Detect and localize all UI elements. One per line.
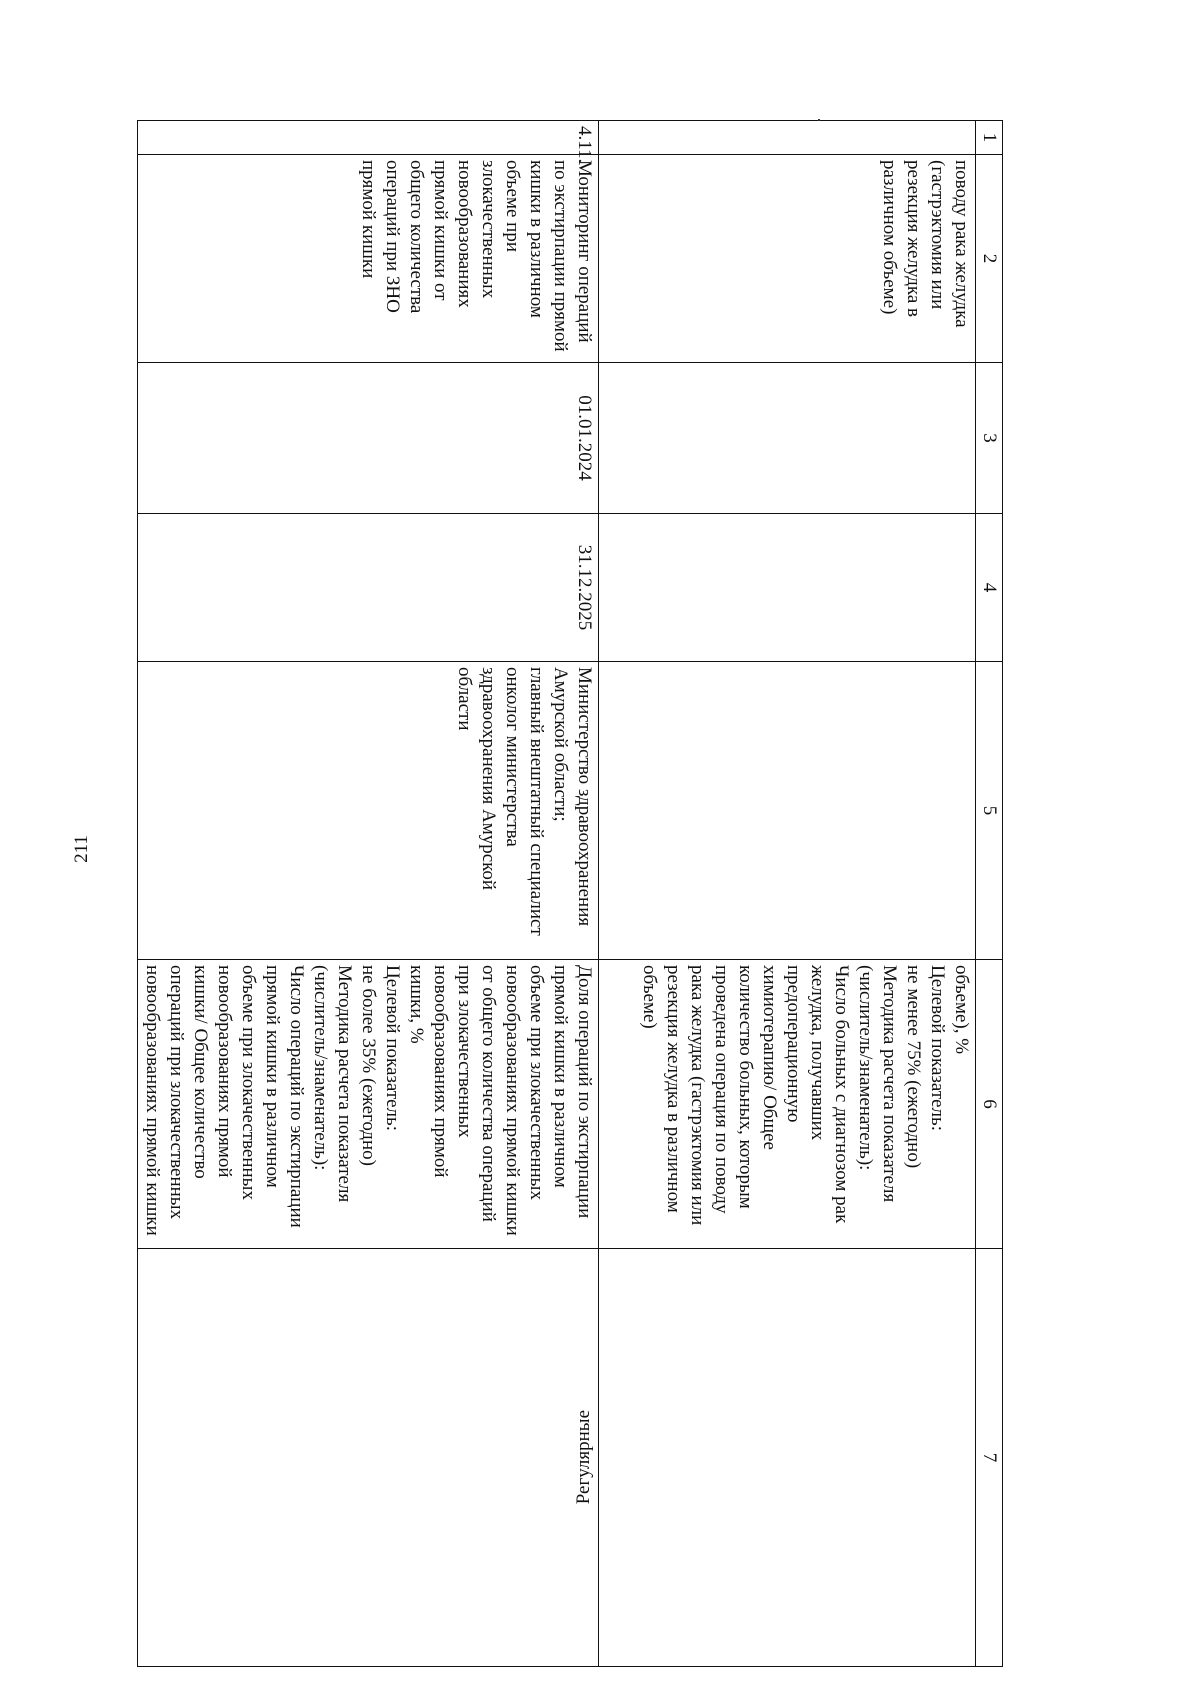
header-cell-2: 2 [976,155,1003,363]
header-row [976,121,1003,1667]
periodicity-text: Регулярные [573,1410,594,1505]
scan-speck [818,119,820,121]
row1-start-date [599,363,976,514]
header-cell-7: 7 [976,1249,1003,1667]
row2-start-date: 01.01.2024 [138,363,599,514]
header-cell-6: 6 [976,960,1003,1249]
header-cell-4: 4 [976,514,1003,662]
row2-periodicity [138,1249,599,1667]
header-cell-5: 5 [976,662,1003,960]
header-cell-1: 1 [976,121,1003,155]
header-cell-3: 3 [976,363,1003,514]
row1-periodicity [599,1249,976,1667]
row1-indicator: объеме), % Целевой показатель: не менее 75% (ежегодно) Методика расчета показателя (числитель/знаменатель): Число больных с диагнозом рак желудка, получавших предоперационную химиотерапию/ Общее количество больных, которым проведена операция по поводу рака желудка (гастрэктомия или резекция желудка в различном объеме) [599,960,976,1249]
row1-number [599,121,976,155]
row1-responsible [599,662,976,960]
row2-number: 4.11. [138,121,599,155]
row2-responsible: Министерство здравоохранения Амурской области; главный внештатный специалист онколог министерства здравоохранения Амурской области [138,662,599,960]
row2-end-date: 31.12.2025 [138,514,599,662]
row1-event: поводу рака желудка (гастрэктомия или резекция желудка в различном объеме) [599,155,976,363]
page-number: 211 [71,835,92,863]
row2-indicator: Доля операций по экстирпации прямой кишки в различном объеме при злокачественных новообразованиях прямой кишки от общего количества операций при злокачественных новообразованиях прямой кишки, % Целевой показатель: не более 35% (ежегодно) Методика расчета показателя (числитель/знаменатель): Число операций по экстирпации прямой кишки в различном объеме при злокачественных новообразованиях прямой кишки/ Общее количество операций при злокачественных новообразованиях прямой кишки [138,960,599,1249]
rotated-table-container [142,120,1003,1666]
plan-table [137,120,1003,1667]
table-row [599,121,976,1667]
table-row [138,121,599,1667]
row1-end-date [599,514,976,662]
row2-event: Мониторинг операций по экстирпации прямой кишки в различном объеме при злокачественных новообразованиях прямой кишки от общего количества операций при ЗНО прямой кишки [138,155,599,363]
